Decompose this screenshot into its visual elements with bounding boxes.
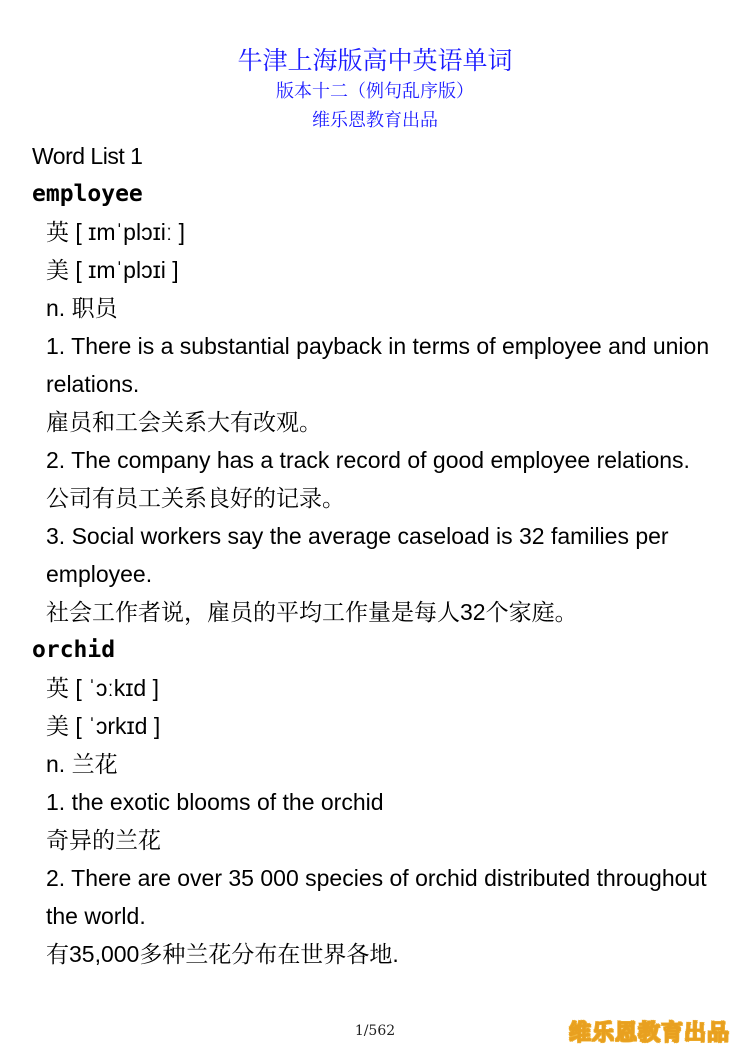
word-entry-employee <box>32 175 712 631</box>
headword: orchid <box>32 637 116 663</box>
uk-pronunciation: 英 [ ɪmˈplɔɪiː ] <box>46 219 186 245</box>
example-sentence-zh: 雇员和工会关系大有改观。 <box>46 409 322 435</box>
example-sentence-zh: 公司有员工关系良好的记录。 <box>46 485 345 511</box>
example-sentence-en: 1. There is a substantial payback in terms of employee and union relations. <box>46 333 710 397</box>
example-sentence-en: 3. Social workers say the average caseload is 32 families per employee. <box>46 523 669 587</box>
example-sentence-en: 2. The company has a track record of good employee relations. <box>46 447 690 473</box>
example-sentence-en: 1. the exotic blooms of the orchid <box>46 789 384 815</box>
word-list-title: Word List 1 <box>32 143 143 169</box>
part-of-speech-definition: n. 兰花 <box>46 751 118 777</box>
example-sentence-zh: 奇异的兰花 <box>46 827 161 853</box>
us-pronunciation: 美 [ ˈɔrkɪd ] <box>46 713 161 739</box>
uk-pronunciation: 英 [ ˈɔːkɪd ] <box>46 675 159 701</box>
part-of-speech-definition: n. 职员 <box>46 295 118 321</box>
document-title: 牛津上海版高中英语单词 <box>237 47 513 75</box>
example-sentence-en: 2. There are over 35 000 species of orchid distributed throughout the world. <box>46 865 707 929</box>
publisher-watermark: 维乐恩教育出品 <box>568 1020 730 1045</box>
us-pronunciation: 美 [ ɪmˈplɔɪi ] <box>46 257 179 283</box>
document-publisher: 维乐恩教育出品 <box>312 110 438 130</box>
headword: employee <box>32 181 143 207</box>
word-entry-orchid <box>32 631 712 973</box>
word-list <box>32 137 712 973</box>
document-subtitle: 版本十二（例句乱序版） <box>276 81 474 101</box>
page-number: 1/562 <box>354 1023 396 1039</box>
example-sentence-zh: 有35,000多种兰花分布在世界各地. <box>46 941 399 967</box>
example-sentence-zh: 社会工作者说，雇员的平均工作量是每人32个家庭。 <box>46 599 578 625</box>
